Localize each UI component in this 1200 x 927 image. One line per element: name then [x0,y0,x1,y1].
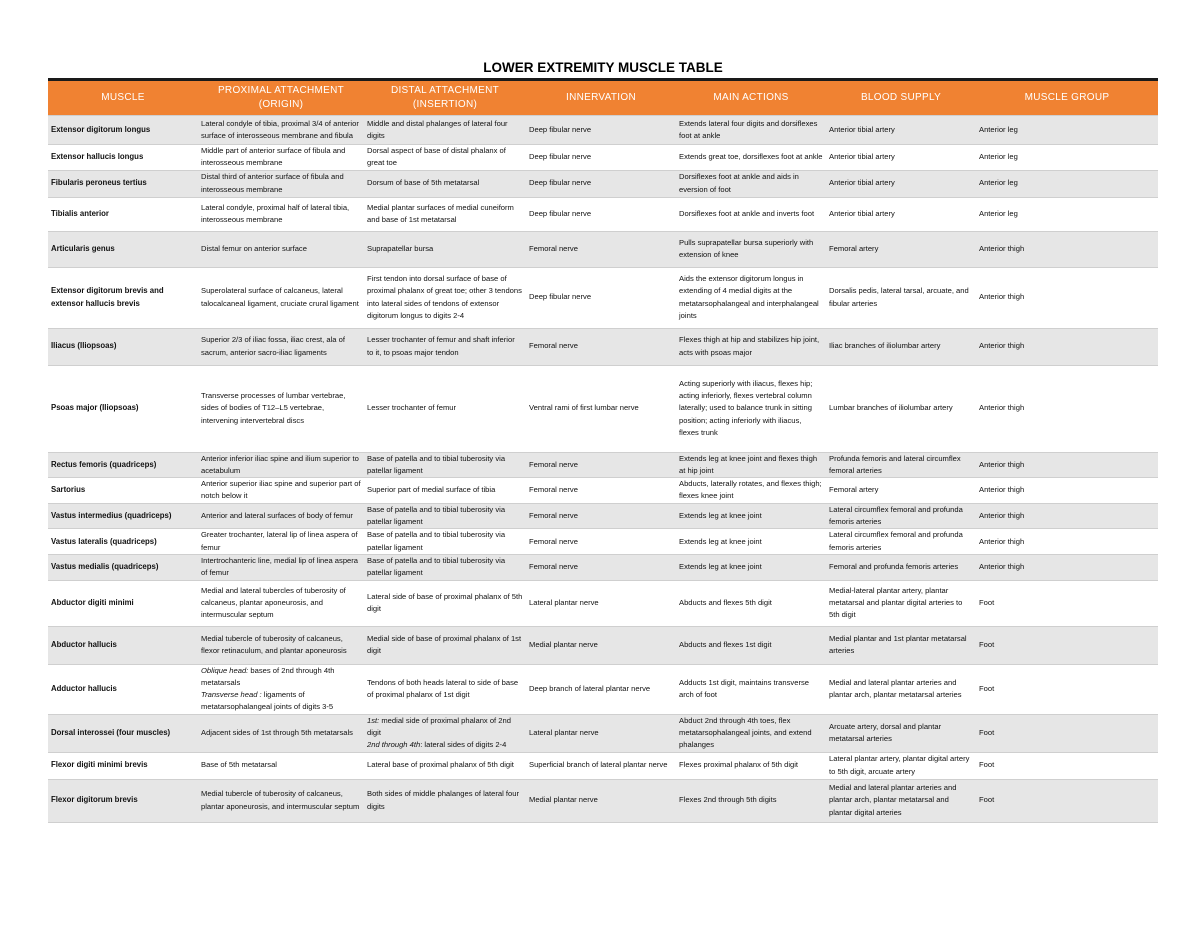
table-cell-actions: Aids the extensor digitorum longus in extending of 4 medial digits at the metatarsophalangeal and interphalangeal joints [676,267,826,328]
table-header-row [48,80,1158,116]
table-cell-actions: Extends leg at knee joint [676,529,826,555]
table-cell-group: Foot [976,626,1158,664]
table-cell-blood: Femoral and profunda femoris arteries [826,554,976,580]
table-cell-distal [364,714,526,752]
table-cell-group: Anterior leg [976,145,1158,171]
table-cell-proximal: Superior 2/3 of iliac fossa, iliac crest, ala of sacrum, anterior sacro-iliac ligaments [198,328,364,365]
table-cell-proximal: Transverse processes of lumbar vertebrae, sides of bodies of T12–L5 vertebrae, intervening intervertebral discs [198,365,364,452]
muscle-table [48,78,1158,823]
table-cell-muscle: Iliacus (Iliopsoas) [48,328,198,365]
table-cell-innervation: Medial plantar nerve [526,626,676,664]
table-cell-group: Foot [976,664,1158,714]
cell-line [201,665,361,690]
table-row [48,626,1158,664]
table-cell-distal: Base of patella and to tibial tuberosity via patellar ligament [364,554,526,580]
table-cell-muscle: Abductor hallucis [48,626,198,664]
table-cell-proximal: Medial tubercle of tuberosity of calcaneus, plantar aponeurosis, and intermuscular septum [198,779,364,822]
table-cell-blood: Lateral circumflex femoral and profunda femoris arteries [826,529,976,555]
table-cell-group: Anterior thigh [976,503,1158,529]
table-cell-proximal: Intertrochanteric line, medial lip of linea aspera of femur [198,554,364,580]
table-cell-distal: Base of patella and to tibial tuberosity via patellar ligament [364,452,526,478]
table-cell-blood: Medial and lateral plantar arteries and plantar arch, plantar metatarsal arteries [826,664,976,714]
cell-text: medial side of proximal phalanx of 2nd digit [367,715,511,738]
table-cell-blood: Lateral plantar artery, plantar digital artery to 5th digit, arcuate artery [826,752,976,779]
table-cell-distal: Lateral base of proximal phalanx of 5th digit [364,752,526,779]
table-cell-innervation: Femoral nerve [526,554,676,580]
table-cell-group: Anterior leg [976,197,1158,231]
table-cell-group: Anterior leg [976,170,1158,197]
cell-emphasis: 1st: [367,715,380,725]
table-cell-proximal: Lateral condyle of tibia, proximal 3/4 of anterior surface of interosseous membrane and fibula [198,116,364,145]
table-cell-innervation: Femoral nerve [526,529,676,555]
table-cell-innervation: Lateral plantar nerve [526,580,676,626]
table-cell-muscle: Vastus medialis (quadriceps) [48,554,198,580]
table-cell-distal: Base of patella and to tibial tuberosity via patellar ligament [364,503,526,529]
table-cell-group: Foot [976,779,1158,822]
table-cell-blood: Dorsalis pedis, lateral tarsal, arcuate, and fibular arteries [826,267,976,328]
table-cell-innervation: Deep fibular nerve [526,145,676,171]
table-cell-blood: Lateral circumflex femoral and profunda femoris arteries [826,503,976,529]
table-cell-proximal: Medial tubercle of tuberosity of calcaneus, flexor retinaculum, and plantar aponeurosis [198,626,364,664]
table-cell-actions: Dorsiflexes foot at ankle and inverts foot [676,197,826,231]
table-cell-distal: Dorsum of base of 5th metatarsal [364,170,526,197]
cell-emphasis: 2nd through 4th [367,740,421,750]
cell-text: bases of 2nd through 4th metatarsals [201,665,335,687]
table-cell-actions: Adducts 1st digit, maintains transverse arch of foot [676,664,826,714]
table-row [48,554,1158,580]
table-cell-actions: Flexes proximal phalanx of 5th digit [676,752,826,779]
table-row [48,664,1158,714]
table-row [48,231,1158,267]
table-cell-proximal: Medial and lateral tubercles of tuberosity of calcaneus, plantar aponeurosis, and intermuscular septum [198,580,364,626]
table-row [48,365,1158,452]
table-cell-proximal: Greater trochanter, lateral lip of linea aspera of femur [198,529,364,555]
cell-line [201,689,361,714]
column-header-blood-supply[interactable]: BLOOD SUPPLY [826,80,976,116]
table-cell-innervation: Deep branch of lateral plantar nerve [526,664,676,714]
table-row [48,328,1158,365]
table-cell-distal: Tendons of both heads lateral to side of base of proximal phalanx of 1st digit [364,664,526,714]
table-cell-innervation: Superficial branch of lateral plantar nerve [526,752,676,779]
table-cell-blood: Femoral artery [826,478,976,504]
table-cell-proximal: Anterior and lateral surfaces of body of femur [198,503,364,529]
table-cell-actions: Flexes thigh at hip and stabilizes hip joint, acts with psoas major [676,328,826,365]
cell-line [367,715,523,740]
table-cell-innervation: Femoral nerve [526,503,676,529]
table-cell-innervation: Femoral nerve [526,328,676,365]
table-cell-actions: Pulls suprapatellar bursa superiorly with extension of knee [676,231,826,267]
table-cell-actions: Extends leg at knee joint [676,503,826,529]
table-cell-blood: Lumbar branches of iliolumbar artery [826,365,976,452]
table-cell-group: Anterior leg [976,116,1158,145]
table-row [48,116,1158,145]
table-cell-blood: Anterior tibial artery [826,145,976,171]
table-cell-blood: Femoral artery [826,231,976,267]
table-cell-actions: Dorsiflexes foot at ankle and aids in eversion of foot [676,170,826,197]
table-cell-blood: Anterior tibial artery [826,197,976,231]
table-cell-group: Anterior thigh [976,365,1158,452]
column-header-innervation[interactable]: INNERVATION [526,80,676,116]
table-cell-muscle: Articularis genus [48,231,198,267]
table-cell-distal: Dorsal aspect of base of distal phalanx of great toe [364,145,526,171]
table-cell-actions: Flexes 2nd through 5th digits [676,779,826,822]
table-cell-proximal: Anterior superior iliac spine and superior part of notch below it [198,478,364,504]
table-cell-muscle: Fibularis peroneus tertius [48,170,198,197]
table-cell-distal: Medial plantar surfaces of medial cuneiform and base of 1st metatarsal [364,197,526,231]
table-cell-muscle: Psoas major (Iliopsoas) [48,365,198,452]
table-cell-innervation: Deep fibular nerve [526,267,676,328]
table-cell-proximal [198,664,364,714]
table-cell-actions: Abducts and flexes 5th digit [676,580,826,626]
table-row [48,145,1158,171]
cell-text: : lateral sides of digits 2-4 [420,740,507,750]
table-cell-innervation: Deep fibular nerve [526,116,676,145]
table-cell-muscle: Sartorius [48,478,198,504]
table-cell-proximal: Adjacent sides of 1st through 5th metatarsals [198,714,364,752]
table-cell-distal: Middle and distal phalanges of lateral four digits [364,116,526,145]
table-cell-proximal: Distal femur on anterior surface [198,231,364,267]
table-cell-muscle: Rectus femoris (quadriceps) [48,452,198,478]
table-cell-group: Anterior thigh [976,267,1158,328]
table-cell-muscle: Extensor hallucis longus [48,145,198,171]
table-row [48,503,1158,529]
table-row [48,267,1158,328]
table-cell-proximal: Superolateral surface of calcaneus, lateral talocalcaneal ligament, cruciate crural ligament [198,267,364,328]
table-cell-innervation: Deep fibular nerve [526,197,676,231]
table-cell-innervation: Ventral rami of first lumbar nerve [526,365,676,452]
column-header-main-actions[interactable]: MAIN ACTIONS [676,80,826,116]
table-cell-group: Anterior thigh [976,231,1158,267]
table-cell-actions: Extends lateral four digits and dorsiflexes foot at ankle [676,116,826,145]
table-cell-distal: First tendon into dorsal surface of base of proximal phalanx of great toe; other 3 tendons into lateral sides of tendons of extensor digitorum longus to digits 2-4 [364,267,526,328]
table-cell-innervation: Lateral plantar nerve [526,714,676,752]
table-cell-proximal: Base of 5th metatarsal [198,752,364,779]
table-cell-muscle: Adductor hallucis [48,664,198,714]
table-cell-muscle: Vastus intermedius (quadriceps) [48,503,198,529]
table-cell-distal: Medial side of base of proximal phalanx of 1st digit [364,626,526,664]
table-cell-blood: Profunda femoris and lateral circumflex femoral arteries [826,452,976,478]
table-cell-muscle: Flexor digitorum brevis [48,779,198,822]
table-row [48,478,1158,504]
table-cell-innervation: Medial plantar nerve [526,779,676,822]
table-row [48,580,1158,626]
table-row [48,529,1158,555]
table-cell-distal: Both sides of middle phalanges of lateral four digits [364,779,526,822]
table-cell-actions: Extends great toe, dorsiflexes foot at ankle [676,145,826,171]
table-row [48,714,1158,752]
table-cell-actions: Extends leg at knee joint [676,554,826,580]
table-cell-actions: Acting superiorly with iliacus, flexes hip; acting inferiorly, flexes vertebral column laterally; used to balance trunk in sitting position; acting inferiorly with iliacus, flexes trunk [676,365,826,452]
table-cell-muscle: Tibialis anterior [48,197,198,231]
cell-line [367,739,523,751]
table-cell-distal: Lesser trochanter of femur [364,365,526,452]
table-cell-group: Anterior thigh [976,529,1158,555]
table-cell-proximal: Distal third of anterior surface of fibula and interosseous membrane [198,170,364,197]
table-cell-group: Foot [976,580,1158,626]
table-cell-muscle: Dorsal interossei (four muscles) [48,714,198,752]
table-cell-group: Foot [976,752,1158,779]
table-cell-distal: Lateral side of base of proximal phalanx of 5th digit [364,580,526,626]
cell-text: ligaments of metatarsophalangeal joints of digits 3-5 [201,690,334,712]
table-cell-group: Anterior thigh [976,452,1158,478]
table-cell-muscle: Flexor digiti minimi brevis [48,752,198,779]
table-cell-innervation: Deep fibular nerve [526,170,676,197]
table-cell-muscle: Vastus lateralis (quadriceps) [48,529,198,555]
table-cell-innervation: Femoral nerve [526,231,676,267]
page-title: LOWER EXTREMITY MUSCLE TABLE [483,60,723,75]
table-row [48,197,1158,231]
table-cell-actions: Abducts, laterally rotates, and flexes thigh; flexes knee joint [676,478,826,504]
cell-emphasis: Oblique head: [201,665,249,675]
cell-emphasis: Transverse head : [201,690,262,700]
table-cell-muscle: Extensor digitorum longus [48,116,198,145]
table-cell-innervation: Femoral nerve [526,452,676,478]
table-cell-group: Anterior thigh [976,554,1158,580]
table-cell-distal: Suprapatellar bursa [364,231,526,267]
table-cell-blood: Medial-lateral plantar artery, plantar metatarsal and plantar digital arteries to 5th digit [826,580,976,626]
table-cell-group: Anterior thigh [976,328,1158,365]
table-cell-blood: Iliac branches of iliolumbar artery [826,328,976,365]
table-cell-blood: Arcuate artery, dorsal and plantar metatarsal arteries [826,714,976,752]
table-cell-group: Foot [976,714,1158,752]
table-cell-proximal: Lateral condyle, proximal half of lateral tibia, interosseous membrane [198,197,364,231]
table-cell-blood: Anterior tibial artery [826,116,976,145]
column-header-muscle[interactable]: MUSCLE [48,80,198,116]
column-header-proximal-attachment[interactable]: PROXIMAL ATTACHMENT (ORIGIN) [198,80,364,116]
table-cell-muscle: Abductor digiti minimi [48,580,198,626]
table-cell-blood: Medial plantar and 1st plantar metatarsal arteries [826,626,976,664]
table-cell-distal: Lesser trochanter of femur and shaft inferior to it, to psoas major tendon [364,328,526,365]
table-cell-proximal: Middle part of anterior surface of fibula and interosseous membrane [198,145,364,171]
table-body [48,116,1158,823]
table-cell-actions: Abducts and flexes 1st digit [676,626,826,664]
table-cell-proximal: Anterior inferior iliac spine and ilium superior to acetabulum [198,452,364,478]
table-cell-distal: Superior part of medial surface of tibia [364,478,526,504]
table-cell-innervation: Femoral nerve [526,478,676,504]
column-header-muscle-group[interactable]: MUSCLE GROUP [976,80,1158,116]
table-cell-muscle: Extensor digitorum brevis and extensor hallucis brevis [48,267,198,328]
table-cell-group: Anterior thigh [976,478,1158,504]
table-row [48,170,1158,197]
table-cell-actions: Extends leg at knee joint and flexes thigh at hip joint [676,452,826,478]
table-cell-distal: Base of patella and to tibial tuberosity via patellar ligament [364,529,526,555]
table-cell-blood: Anterior tibial artery [826,170,976,197]
table-row [48,779,1158,822]
column-header-distal-attachment[interactable]: DISTAL ATTACHMENT (INSERTION) [364,80,526,116]
table-cell-blood: Medial and lateral plantar arteries and plantar arch, plantar metatarsal and plantar digital arteries [826,779,976,822]
table-cell-actions: Abduct 2nd through 4th toes, flex metatarsophalangeal joints, and extend phalanges [676,714,826,752]
table-row [48,452,1158,478]
table-row [48,752,1158,779]
